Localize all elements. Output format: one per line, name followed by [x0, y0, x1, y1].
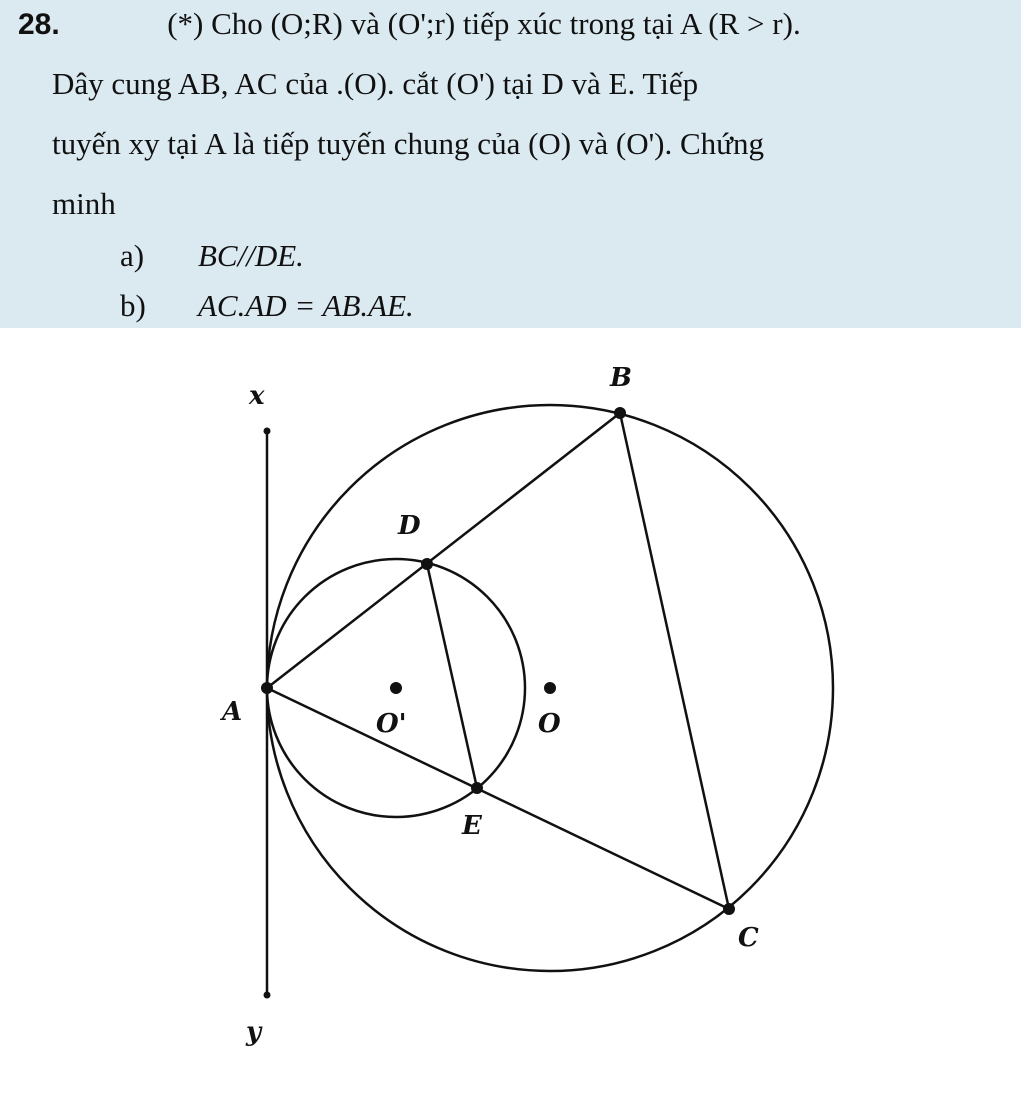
endpoint-x-dot: [264, 428, 271, 435]
problem-number: 28.: [18, 8, 60, 41]
label-C: C: [738, 923, 759, 953]
point-A-dot: [261, 682, 273, 694]
label-x: x: [249, 381, 265, 411]
item-a-text: BC//DE.: [198, 238, 304, 273]
label-D: D: [398, 511, 421, 541]
problem-line-1: [18, 4, 801, 45]
segment-AC: [267, 688, 729, 909]
label-A: A: [222, 697, 243, 727]
item-a-label: a): [120, 238, 145, 273]
segment-DE: [427, 564, 477, 788]
label-O: O: [538, 709, 561, 739]
point-C-dot: [723, 903, 735, 915]
point-E-dot: [471, 782, 483, 794]
center-O-prime-dot: [390, 682, 402, 694]
segment-AB: [267, 413, 620, 688]
geometry-figure: [0, 330, 1024, 1101]
label-y: y: [246, 1017, 262, 1047]
problem-text-line-1: (*) Cho (O;R) và (O';r) tiếp xúc trong tại A (R > r).: [167, 6, 801, 41]
label-E: E: [462, 811, 482, 841]
point-B-dot: [614, 407, 626, 419]
label-B: B: [610, 363, 632, 393]
center-O-dot: [544, 682, 556, 694]
item-b: [120, 286, 414, 326]
segment-BC: [620, 413, 729, 909]
item-a: [120, 236, 304, 276]
item-b-label: b): [120, 288, 146, 323]
item-b-text: AC.AD = AB.AE.: [198, 288, 414, 323]
problem-text-line-4: minh: [52, 186, 116, 221]
problem-text-line-3: tuyến xy tại A là tiếp tuyến chung của (O) và (O'). Chứng: [52, 126, 764, 161]
endpoint-y-dot: [264, 992, 271, 999]
problem-statement: [0, 0, 1021, 328]
point-D-dot: [421, 558, 433, 570]
problem-text-line-2: Dây cung AB, AC của .(O). cắt (O') tại D và E. Tiếp: [52, 66, 699, 101]
label-O-prime: O': [376, 709, 407, 739]
